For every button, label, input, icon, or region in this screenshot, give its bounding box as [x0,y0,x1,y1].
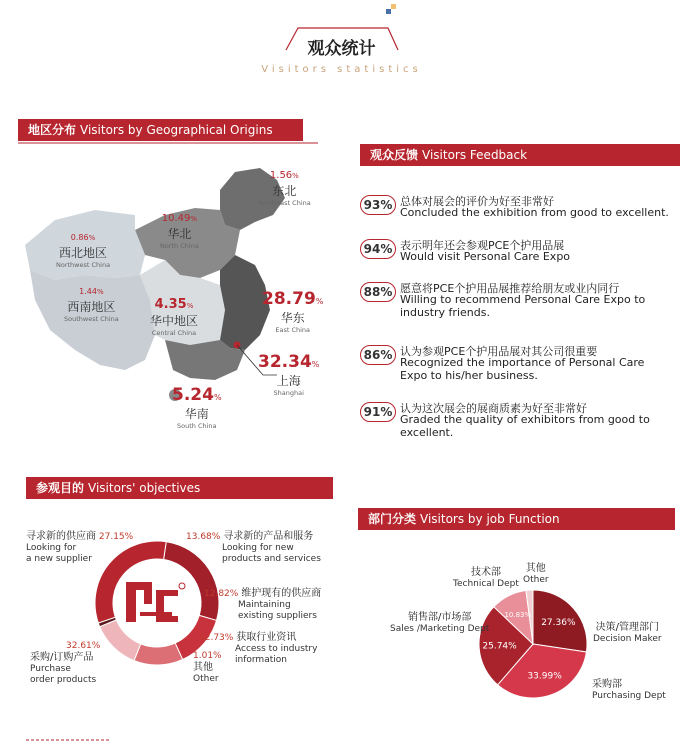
region-label-northeast: 1.56% 东北 Northeast China [258,170,311,207]
feedback-en: Willing to recommend Personal Care Expo to industry friends. [400,293,646,319]
region-label-northwest: 0.86% 西北地区 Northwest China [56,233,111,269]
region-label-southwest: 1.44% 西南地区 Southwest China [64,287,119,323]
feedback-cn: 愿意将PCE个护用品展推荐给朋友或业内同行 [400,282,620,295]
pie-value-label: 25.74% [482,641,517,652]
feedback-pct: 88% [360,282,396,302]
feedback-en: Would visit Personal Care Expo [400,250,571,263]
feedback-pct: 86% [360,345,396,365]
corner-decoration [386,4,400,18]
pie-slice [100,620,141,661]
pie-value-label: 27.36% [541,618,576,629]
feedback-en: Recognized the importance of Personal Care Expo to his/her business. [400,356,645,382]
geo-section-bar [18,119,303,141]
job-label-decision-maker: 决策/管理部门 Decision Maker [593,622,662,644]
region-label-shanghai: 32.34% 上海 Shanghai [258,352,320,397]
feedback-cn: 总体对展会的评价为好至非常好 [400,195,554,208]
feedback-cn: 认为参观PCE个护用品展对其公司很重要 [400,345,598,358]
jobs-pie-chart [477,588,589,700]
feedback-item [360,280,680,324]
jobs-section-bar [358,508,675,530]
objective-label-new-supplier: 寻求新的供应商 27.15% Looking for a new supplier [26,531,134,564]
objective-label-maintain-suppliers: 12.82% 维护现有的供应商 Maintaining existing suppliers [204,588,322,621]
jobs-bar-en: Visitors by job Function [420,512,560,526]
feedback-item [360,400,680,444]
feedback-item [360,193,680,225]
job-label-purchasing: 采购部 Purchasing Dept [592,679,666,701]
jobs-bar-cn: 部门分类 [368,512,417,526]
objective-label-new-products: 13.68% 寻求新的产品和服务 Looking for new products and services [186,531,321,564]
feedback-bar-cn: 观众反馈 [370,148,419,162]
region-label-east: 28.79% 华东 East China [262,289,324,334]
feedback-pct: 91% [360,402,396,422]
region-label-central: 4.35% 华中地区 Central China [150,297,199,337]
objective-label-other: 1.01% 其他 Other [193,651,222,684]
objective-label-purchase: 32.61% 采购/订购产品 Purchase order products [30,641,101,685]
job-label-other: 其他 Other [523,563,549,585]
geo-bar-cn: 地区分布 [28,123,77,137]
page-title: 观众统计 [307,39,376,59]
pie-value-label: 10.83% [504,611,532,620]
feedback-en: Concluded the exhibition from good to excellent. [400,206,669,219]
objectives-section-bar [26,477,333,499]
objectives-bar-en: Visitors' objectives [88,481,201,495]
feedback-en: Graded the quality of exhibitors from good to excellent. [400,413,650,439]
feedback-bar-en: Visitors Feedback [422,148,528,162]
region-label-south: 5.24% 华南 South China [172,385,222,430]
geo-bar-en: Visitors by Geographical Origins [80,123,273,137]
feedback-item [360,343,680,387]
footer-dashed-line [26,738,110,742]
feedback-cn: 表示明年还会参观PCE个护用品展 [400,239,565,252]
geo-bar-underline [18,141,318,147]
feedback-item [360,237,680,269]
objective-label-industry-info: 12.73% 获取行业资讯 Access to industry information [199,632,318,665]
pie-value-label: 33.99% [527,671,562,682]
region-label-north: 10.49% 华北 North China [160,213,199,250]
objectives-bar-cn: 参观目的 [36,481,85,495]
feedback-pct: 94% [360,239,396,259]
pce-logo [126,582,185,622]
feedback-section-bar [360,144,680,166]
job-label-technical: 技术部 Technical Dept [453,567,519,589]
page-subtitle: Visitors statistics [261,64,422,75]
pie-slice [134,643,183,665]
job-label-sales-marketing: 销售部/市场部 Sales /Marketing Dept [390,612,490,634]
feedback-pct: 93% [360,195,396,215]
feedback-cn: 认为这次展会的展商质素为好至非常好 [400,402,587,415]
